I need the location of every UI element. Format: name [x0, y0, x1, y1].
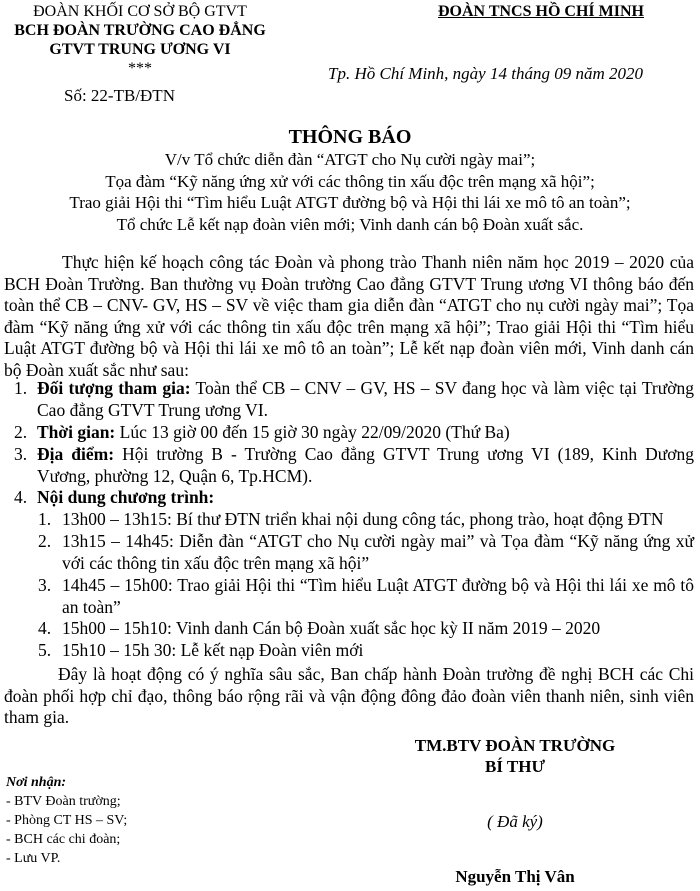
- item-4-number: 4.: [14, 487, 28, 507]
- item-1-label: Đối tượng tham gia:: [37, 378, 191, 398]
- intro-text: Thực hiện kế hoạch công tác Đoàn và phong trào Thanh niên năm học 2019 – 2020 của BCH Đoàn Trường. Ban thường vụ Đoàn trường Cao đẳng GTVT Trung ương VI thông báo đến toàn thể CB – CNV- GV, HS – SV về việc tham gia diễn đàn “ATGT cho nụ cười ngày mai”; Tọa đàm “Kỹ năng ứng xử với các thông tin xấu độc trên mạng xã hội”; Trao giải Hội thi “Tìm hiểu Luật ATGT đường bộ và Hội thi lái xe mô tô an toàn”; Lễ kết nạp đoàn viên mới, Vinh danh cán bộ Đoàn xuất sắc như sau:: [4, 252, 694, 380]
- program-item-4: 15h00 – 15h10: Vinh danh Cán bộ Đoàn xuất sắc học kỳ II năm 2019 – 2020: [62, 618, 601, 638]
- recipients-label: Nơi nhận:: [6, 775, 67, 790]
- item-2-number: 2.: [14, 422, 28, 442]
- recipient-item: - Phòng CT HS – SV;: [6, 813, 128, 828]
- org-line-2: BCH ĐOÀN TRƯỜNG CAO ĐẲNG: [14, 22, 266, 39]
- program-item-2-number: 2.: [38, 531, 52, 551]
- item-3-text: Hội trường B - Trường Cao đẳng GTVT Trung ương VI (189, Kinh Dương Vương, phường 12, Quận 6, Tp.HCM).: [37, 444, 694, 486]
- program-item-1-number: 1.: [38, 509, 52, 529]
- program-item-1: 13h00 – 13h15: Bí thư ĐTN triển khai nội dung công tác, phong trào, hoạt động ĐTN: [62, 509, 664, 529]
- closing-text: Đây là hoạt động có ý nghĩa sâu sắc, Ban chấp hành Đoàn trường đề nghị BCH các Chi đoàn phối hợp chỉ đạo, thông báo rộng rãi và vận động đông đảo đoàn viên thanh niên, sinh viên tham gia.: [4, 664, 694, 727]
- item-3-label: Địa điểm:: [37, 444, 115, 464]
- title-subline-3: Trao giải Hội thi “Tìm hiểu Luật ATGT đường bộ và Hội thi lái xe mô tô an toàn”;: [69, 193, 631, 212]
- program-item-5-number: 5.: [38, 640, 52, 660]
- item-1: [37, 378, 694, 421]
- org-line-1: ĐOÀN KHỐI CƠ SỞ BỘ GTVT: [33, 3, 247, 20]
- item-2: [37, 422, 510, 444]
- signature-signed: ( Đã ký): [487, 812, 543, 831]
- item-2-label: Thời gian:: [37, 422, 116, 442]
- recipient-item: - BTV Đoàn trường;: [6, 794, 121, 809]
- recipient-item: - Lưu VP.: [6, 851, 61, 866]
- header-stars: ***: [128, 60, 152, 77]
- program-item-4-number: 4.: [38, 618, 52, 638]
- recipient-item: - BCH các chi đoàn;: [6, 832, 121, 847]
- title-subline-2: Tọa đàm “Kỹ năng ứng xử với các thông tin xấu độc trên mạng xã hội”;: [105, 172, 595, 191]
- place-date: Tp. Hồ Chí Minh, ngày 14 tháng 09 năm 2020: [328, 64, 643, 83]
- page-title: THÔNG BÁO: [288, 126, 412, 148]
- program-item-5: 15h10 – 15h 30: Lễ kết nạp Đoàn viên mới: [62, 640, 364, 660]
- signature-title: BÍ THƯ: [485, 757, 545, 776]
- program-item-3: 14h45 – 15h00: Trao giải Hội thi “Tìm hiểu Luật ATGT đường bộ và Hội thi lái xe mô tô an toàn”: [62, 575, 694, 617]
- item-1-number: 1.: [14, 378, 28, 398]
- program-item-2: 13h15 – 14h45: Diễn đàn “ATGT cho Nụ cười ngày mai” và Tọa đàm “Kỹ năng ứng xử với các thông tin xấu độc trên mạng xã hội”: [62, 531, 694, 573]
- closing-paragraph: [4, 664, 694, 729]
- title-subline-4: Tổ chức Lễ kết nạp đoàn viên mới; Vinh danh cán bộ Đoàn xuất sắc.: [116, 215, 584, 234]
- signature-name: Nguyễn Thị Vân: [455, 867, 575, 886]
- title-subline-1: V/v Tổ chức diễn đàn “ATGT cho Nụ cười ngày mai”;: [164, 150, 536, 169]
- item-1-text: Toàn thể CB – CNV – GV, HS – SV đang học và làm việc tại Trường Cao đẳng GTVT Trung ương VI.: [37, 378, 694, 420]
- item-3: [37, 444, 694, 487]
- item-3-number: 3.: [14, 444, 28, 464]
- program-item-3-number: 3.: [38, 575, 52, 595]
- document-number: Số: 22-TB/ĐTN: [64, 86, 175, 105]
- org-line-3: GTVT TRUNG ƯƠNG VI: [49, 41, 231, 58]
- union-name: ĐOÀN TNCS HỒ CHÍ MINH: [438, 3, 644, 20]
- item-4-label: Nội dung chương trình:: [37, 487, 215, 507]
- signature-for-line: TM.BTV ĐOÀN TRƯỜNG: [414, 736, 616, 755]
- item-2-text: Lúc 13 giờ 00 đến 15 giờ 30 ngày 22/09/2020 (Thứ Ba): [115, 422, 510, 442]
- intro-paragraph: [4, 252, 694, 381]
